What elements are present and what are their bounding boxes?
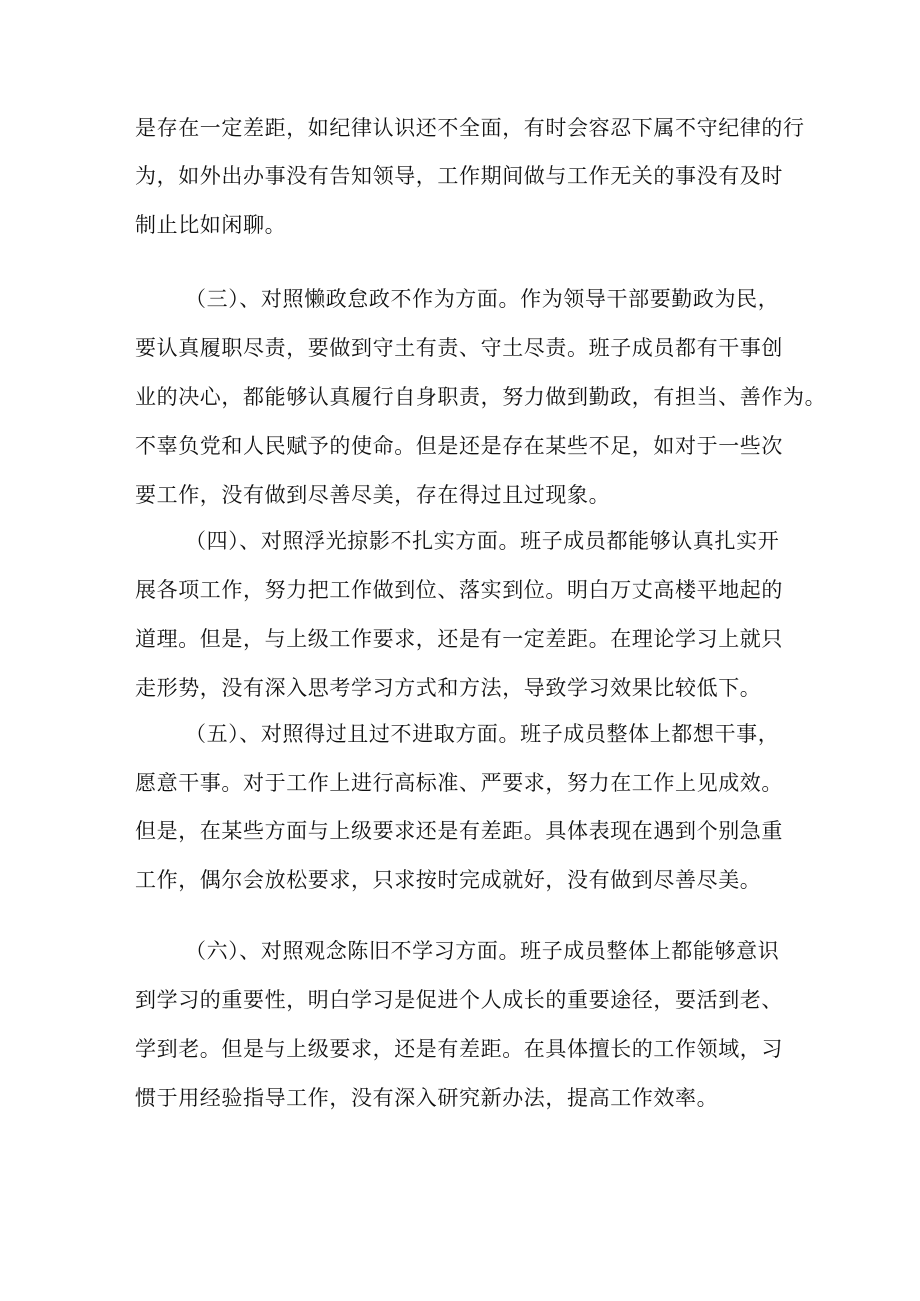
text-line: 要认真履职尽责，要做到守土有责、守土尽责。班子成员都有干事创: [135, 336, 783, 360]
text-line: （三）、对照懒政怠政不作为方面。作为领导干部要勤政为民，: [185, 287, 780, 311]
text-line: 道理。但是，与上级工作要求，还是有一定差距。在理论学习上就只: [135, 627, 783, 651]
text-line: （六）、对照观念陈旧不学习方面。班子成员整体上都能够意识: [185, 939, 780, 963]
text-line: 为，如外出办事没有告知领导，工作期间做与工作无关的事没有及时: [135, 164, 783, 188]
text-line: 走形势，没有深入思考学习方式和方法，导致学习效果比较低下。: [135, 676, 762, 700]
text-line: 但是，在某些方面与上级要求还是有差距。具体表现在遇到个别急重: [135, 819, 783, 843]
text-line: 到学习的重要性，明白学习是促进个人成长的重要途径，要活到老、: [135, 988, 783, 1012]
text-line: （四）、对照浮光掠影不扎实方面。班子成员都能够认真扎实开: [185, 529, 780, 553]
text-line: （五）、对照得过且过不进取方面。班子成员整体上都想干事，: [185, 722, 780, 746]
text-line: 要工作，没有做到尽善尽美，存在得过且过现象。: [135, 483, 611, 507]
text-line: 工作，偶尔会放松要求，只求按时完成就好，没有做到尽善尽美。: [135, 868, 762, 892]
text-line: 惯于用经验指导工作，没有深入研究新办法，提高工作效率。: [135, 1086, 719, 1110]
text-line: 业的决心，都能够认真履行自身职责，努力做到勤政，有担当、善作为。: [135, 385, 827, 409]
text-line: 不辜负党和人民赋予的使命。但是还是存在某些不足，如对于一些次: [135, 434, 783, 458]
text-line: 愿意干事。对于工作上进行高标准、严要求，努力在工作上见成效。: [135, 771, 783, 795]
text-line: 展各项工作，努力把工作做到位、落实到位。明白万丈高楼平地起的: [135, 578, 783, 602]
text-line: 学到老。但是与上级要求，还是有差距。在具体擅长的工作领域，习: [135, 1037, 783, 1061]
text-line: 是存在一定差距，如纪律认识还不全面，有时会容忍下属不守纪律的行: [135, 116, 805, 140]
text-line: 制止比如闲聊。: [135, 213, 287, 237]
